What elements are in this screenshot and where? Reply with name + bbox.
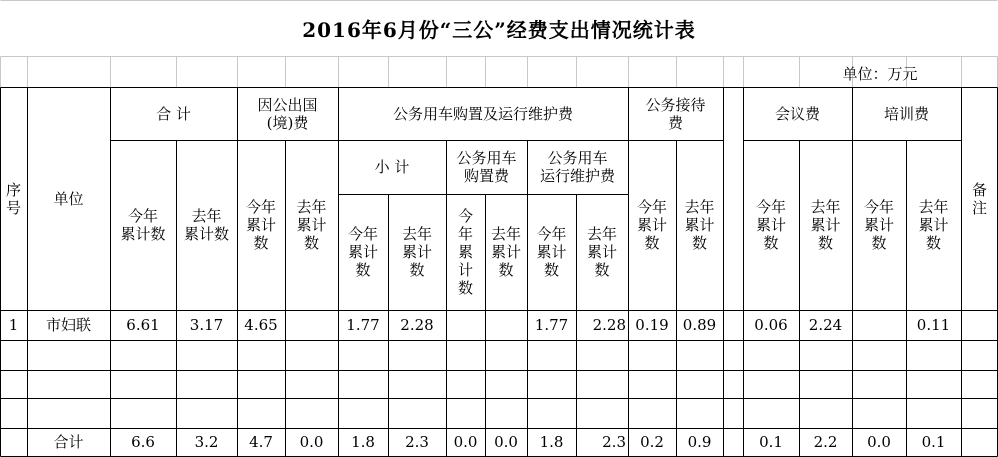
row-value: 1.77 <box>534 316 569 334</box>
row-value <box>799 370 852 398</box>
row-value <box>799 340 852 370</box>
row-value: 2.3 <box>405 433 429 451</box>
header-vehicle: 公务用车购置及运行维护费 <box>392 105 573 123</box>
row-value <box>446 398 485 428</box>
row-value <box>110 340 176 370</box>
header-meeting-this-year: 今年 累计 数 <box>755 198 786 252</box>
row-value: 2.24 <box>808 316 843 334</box>
page-title: 2016年6月份“三公”经费支出情况统计表 <box>302 18 696 42</box>
header-purchase-last-year: 去年 累计 数 <box>490 225 521 279</box>
header-org: 单位 <box>53 190 84 208</box>
row-value: 0.89 <box>682 316 717 334</box>
header-abroad-last-year: 去年 累计 数 <box>296 198 327 252</box>
row-value: 4.7 <box>249 433 273 451</box>
header-total-this-year: 今年 累计数 <box>120 207 166 243</box>
row-value: 3.2 <box>194 433 219 451</box>
row-value <box>676 340 723 370</box>
row-value: 0.0 <box>867 433 891 451</box>
header-seq: 序 号 <box>5 181 21 217</box>
header-maintenance-last-year: 去年 累计 数 <box>586 225 617 279</box>
row-org: 合计 <box>53 433 84 451</box>
row-value: 6.61 <box>126 316 160 334</box>
row-org <box>27 370 110 398</box>
row-value: 0.0 <box>494 433 518 451</box>
row-value <box>676 370 723 398</box>
row-value <box>485 340 527 370</box>
row-value <box>743 370 799 398</box>
row-value <box>176 370 237 398</box>
row-value <box>576 398 628 428</box>
row-value <box>110 370 176 398</box>
header-meeting: 会议费 <box>774 105 820 123</box>
row-value <box>338 398 388 428</box>
row-value <box>906 370 961 398</box>
row-value: 4.65 <box>244 316 278 334</box>
header-training: 培训费 <box>883 105 929 123</box>
row-value <box>110 398 176 428</box>
unit-label: 单位：万元 <box>842 65 918 83</box>
row-value <box>628 398 676 428</box>
row-value <box>285 310 338 340</box>
row-value <box>285 370 338 398</box>
row-org: 市妇联 <box>45 316 91 334</box>
row-value <box>852 398 906 428</box>
row-value: 3.17 <box>189 316 224 334</box>
header-vehicle-subtotal: 小 计 <box>374 158 410 176</box>
row-value: 0.2 <box>640 433 664 451</box>
row-value <box>676 398 723 428</box>
header-vehicle-maintenance: 公务用车 运行维护费 <box>539 149 615 185</box>
row-value: 0.19 <box>635 316 669 334</box>
row-remark <box>961 310 997 340</box>
row-value <box>176 398 237 428</box>
row-value: 0.1 <box>759 433 783 451</box>
row-value: 2.3 <box>602 433 626 451</box>
row-value <box>388 370 446 398</box>
row-seq: 1 <box>8 316 19 334</box>
header-maintenance-this-year: 今年 累计 数 <box>536 225 567 279</box>
header-meeting-last-year: 去年 累计 数 <box>810 198 841 252</box>
header-purchase-this-year: 今 年 累 计 数 <box>457 207 473 297</box>
row-seq <box>0 428 27 456</box>
row-value <box>576 340 628 370</box>
header-reception-this-year: 今年 累计 数 <box>636 198 667 252</box>
row-value <box>388 340 446 370</box>
row-value: 1.77 <box>346 316 380 334</box>
row-value <box>237 370 285 398</box>
row-value: 0.0 <box>453 433 478 451</box>
row-value: 0.0 <box>299 433 324 451</box>
row-remark <box>961 370 997 398</box>
row-value <box>338 370 388 398</box>
header-abroad-this-year: 今年 累计 数 <box>245 198 276 252</box>
row-value: 0.9 <box>687 433 712 451</box>
row-value <box>176 340 237 370</box>
row-value <box>628 340 676 370</box>
row-org <box>27 398 110 428</box>
header-training-last-year: 去年 累计 数 <box>918 198 949 252</box>
header-remark: 备 注 <box>971 181 987 217</box>
row-value <box>237 398 285 428</box>
row-remark <box>961 428 997 456</box>
row-value <box>446 310 485 340</box>
row-value <box>906 340 961 370</box>
row-value <box>237 340 285 370</box>
row-value <box>446 340 485 370</box>
row-value: 0.11 <box>916 316 951 334</box>
header-subtotal-this-year: 今年 累计 数 <box>347 225 378 279</box>
row-value <box>338 340 388 370</box>
row-org <box>27 340 110 370</box>
header-total-last-year: 去年 累计数 <box>183 207 229 243</box>
row-seq <box>0 370 27 398</box>
row-value: 2.2 <box>813 433 838 451</box>
row-value: 1.8 <box>351 433 375 451</box>
row-value: 0.06 <box>754 316 788 334</box>
row-value <box>576 370 628 398</box>
row-value <box>485 310 527 340</box>
row-value: 0.1 <box>921 433 946 451</box>
row-seq <box>0 398 27 428</box>
row-value <box>852 310 906 340</box>
row-value <box>527 370 576 398</box>
row-value: 6.6 <box>131 433 155 451</box>
header-vehicle-purchase: 公务用车 购置费 <box>456 149 517 185</box>
row-remark <box>961 398 997 428</box>
row-value <box>388 398 446 428</box>
header-training-this-year: 今年 累计 数 <box>863 198 894 252</box>
row-value <box>743 398 799 428</box>
row-value <box>285 340 338 370</box>
row-value <box>852 370 906 398</box>
row-value <box>285 398 338 428</box>
header-subtotal-last-year: 去年 累计 数 <box>401 225 432 279</box>
row-value <box>743 340 799 370</box>
row-value <box>852 340 906 370</box>
header-reception-last-year: 去年 累计 数 <box>684 198 715 252</box>
row-value <box>485 370 527 398</box>
row-remark <box>961 340 997 370</box>
row-value: 2.28 <box>592 316 626 334</box>
header-reception: 公务接待 费 <box>645 96 706 132</box>
header-total: 合 计 <box>156 105 191 123</box>
row-value <box>906 398 961 428</box>
row-value <box>527 398 576 428</box>
row-value: 1.8 <box>539 433 564 451</box>
header-abroad: 因公出国 (境)费 <box>257 96 318 132</box>
row-value <box>799 398 852 428</box>
row-seq <box>0 340 27 370</box>
row-value <box>446 370 485 398</box>
row-value <box>628 370 676 398</box>
row-value <box>527 340 576 370</box>
row-value <box>485 398 527 428</box>
row-value: 2.28 <box>400 316 434 334</box>
